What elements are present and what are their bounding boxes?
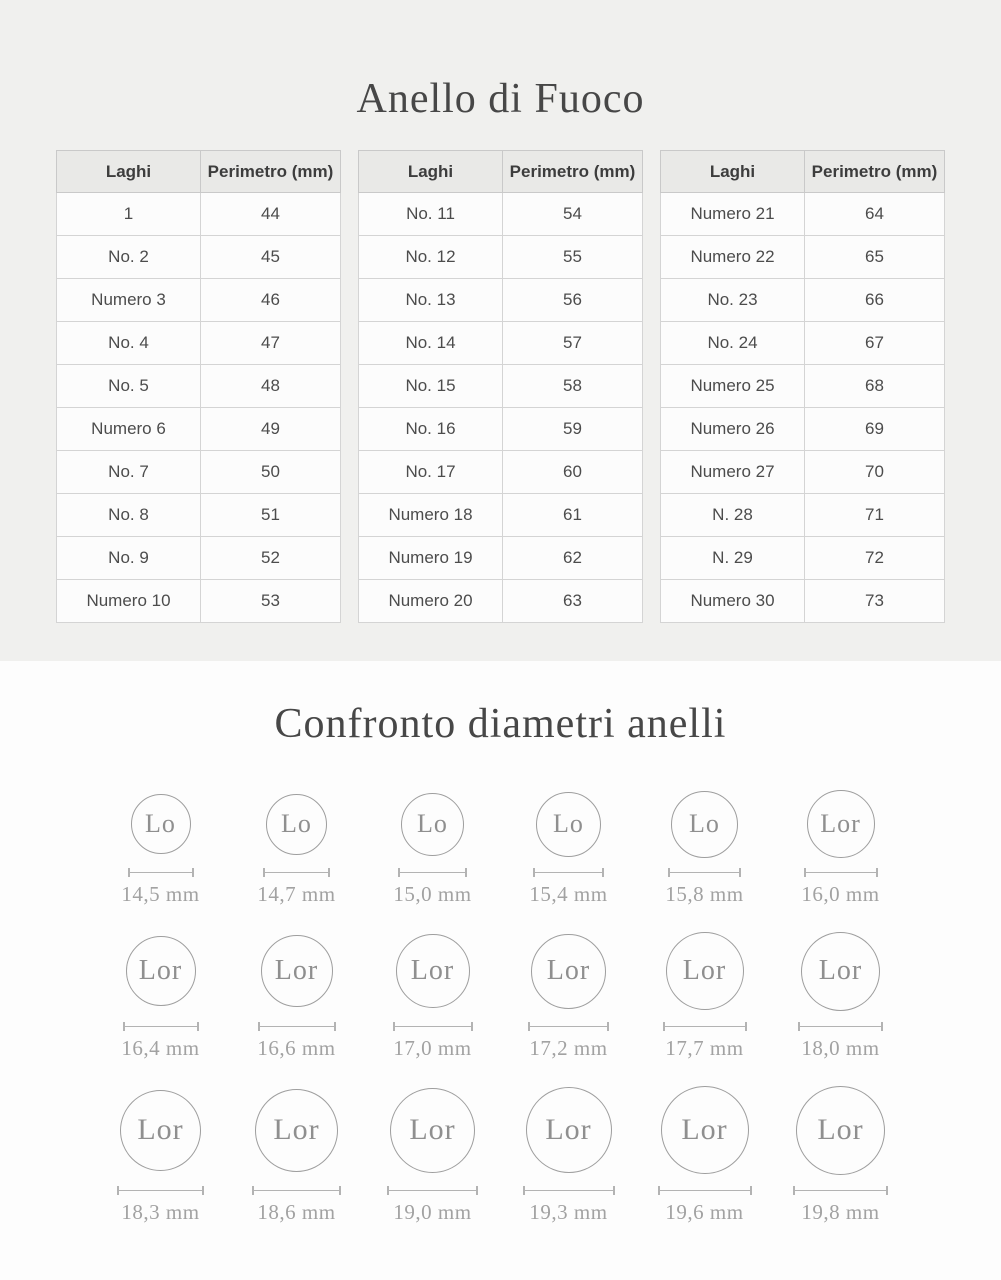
table-row [661,408,945,451]
size-cell: N. 29 [661,537,805,580]
ring-circle-box [131,789,191,859]
diameter-dimension-line [393,1022,473,1031]
size-cell: No. 15 [359,365,503,408]
ring-circle-box [531,929,606,1013]
size-cell: Numero 21 [661,193,805,236]
diameter-value-label: 19,8 mm [801,1200,880,1224]
diameter-value-label: 19,3 mm [529,1200,608,1224]
size-cell: No. 16 [359,408,503,451]
diameter-value-label: 17,7 mm [665,1036,744,1060]
ring-inner-label: Lo [417,809,448,838]
table-row [359,408,643,451]
ring-cell [501,929,637,1061]
perimeter-cell: 64 [805,193,945,236]
table-row [359,451,643,494]
ring-inner-label: Lor [546,955,591,986]
perimeter-cell: 58 [503,365,643,408]
perimeter-cell: 48 [201,365,341,408]
ring-cell [637,789,773,907]
ring-cell [773,1083,909,1225]
tables-container [0,150,1001,623]
perimeter-cell: 50 [201,451,341,494]
diameter-dimension-line [123,1022,199,1031]
ring-size-table [358,150,643,623]
diameter-value-label: 19,0 mm [393,1200,472,1224]
perimeter-cell: 52 [201,537,341,580]
ring-circle-box [390,1083,475,1177]
perimeter-cell: 65 [805,236,945,279]
size-cell: No. 23 [661,279,805,322]
diameter-dimension-line [258,1022,336,1031]
ring-size-table [56,150,341,623]
size-cell: Numero 25 [661,365,805,408]
col-header-perimeter: Perimetro (mm) [201,151,341,193]
perimeter-cell: 51 [201,494,341,537]
ring-inner-label: Lo [281,809,312,838]
size-cell: No. 8 [57,494,201,537]
table-row [359,365,643,408]
table-row [359,494,643,537]
ring-inner-label: Lor [545,1113,592,1146]
ring-circle-box [666,929,744,1013]
ring-circle [807,790,875,858]
diameter-value-label: 15,4 mm [529,882,608,906]
table-header-row [359,151,643,193]
ring-inner-label: Lor [681,1113,728,1146]
table-row [57,322,341,365]
diameter-dimension-line [398,868,467,877]
size-cell: No. 11 [359,193,503,236]
diameter-value-label: 17,0 mm [393,1036,472,1060]
ring-circle [801,932,880,1011]
ring-cell [773,929,909,1061]
size-cell: No. 7 [57,451,201,494]
ring-cell [93,789,229,907]
ring-circle-box [396,929,470,1013]
size-cell: Numero 10 [57,580,201,623]
col-header-size: Laghi [57,151,201,193]
ring-circle-box [661,1083,749,1177]
size-cell: No. 5 [57,365,201,408]
ring-inner-label: Lor [138,955,183,986]
table-row [57,580,341,623]
ring-circle [126,936,196,1006]
perimeter-cell: 44 [201,193,341,236]
diameter-value-label: 16,6 mm [257,1036,336,1060]
ring-inner-label: Lor [274,955,319,986]
table-header-row [57,151,341,193]
ring-inner-label: Lor [682,955,727,986]
table-row [359,193,643,236]
ring-row [93,1083,909,1225]
ring-circle-box [526,1083,612,1177]
table-row [57,193,341,236]
ring-circle [666,932,744,1010]
ring-row [93,929,909,1061]
ring-circle-box [266,789,327,859]
ring-inner-label: Lor [409,1113,456,1146]
size-cell: N. 28 [661,494,805,537]
size-cell: Numero 20 [359,580,503,623]
comparison-title: Confronto diametri anelli [274,701,727,747]
ring-circle-box [807,789,875,859]
table-row [661,451,945,494]
perimeter-cell: 53 [201,580,341,623]
size-cell: No. 13 [359,279,503,322]
col-header-size: Laghi [661,151,805,193]
perimeter-cell: 71 [805,494,945,537]
ring-cell [365,789,501,907]
col-header-size: Laghi [359,151,503,193]
perimeter-cell: 62 [503,537,643,580]
ring-inner-label: Lo [553,809,584,838]
size-cell: Numero 3 [57,279,201,322]
table-row [57,365,341,408]
table-header-row [661,151,945,193]
ring-inner-label: Lor [273,1113,320,1146]
size-cell: Numero 19 [359,537,503,580]
table-row [359,322,643,365]
ring-circle-box [120,1083,201,1177]
perimeter-cell: 70 [805,451,945,494]
ring-cell [637,929,773,1061]
ring-circle [261,935,333,1007]
size-cell: Numero 26 [661,408,805,451]
ring-circle [536,792,601,857]
perimeter-cell: 63 [503,580,643,623]
ring-cell [229,929,365,1061]
table-row [661,537,945,580]
table-row [57,236,341,279]
ring-circle [120,1090,201,1171]
perimeter-cell: 69 [805,408,945,451]
perimeter-cell: 47 [201,322,341,365]
diameter-value-label: 16,0 mm [801,882,880,906]
diameter-value-label: 18,3 mm [121,1200,200,1224]
ring-cell [501,1083,637,1225]
ring-inner-label: Lor [410,955,455,986]
ring-inner-label: Lor [137,1113,184,1146]
diameter-dimension-line [804,868,878,877]
perimeter-cell: 49 [201,408,341,451]
ring-cell [229,789,365,907]
perimeter-cell: 61 [503,494,643,537]
diameter-value-label: 14,5 mm [121,882,200,906]
diameter-value-label: 19,6 mm [665,1200,744,1224]
ring-cell [773,789,909,907]
diameter-dimension-line [798,1022,883,1031]
size-cell: No. 9 [57,537,201,580]
diameter-dimension-line [793,1186,888,1195]
ring-circle-box [796,1083,885,1177]
ring-inner-label: Lo [689,809,720,838]
size-cell: Numero 22 [661,236,805,279]
size-cell: No. 24 [661,322,805,365]
ring-inner-label: Lor [817,1113,864,1146]
size-cell: Numero 27 [661,451,805,494]
ring-circle [390,1088,475,1173]
diameter-value-label: 16,4 mm [121,1036,200,1060]
table-row [661,580,945,623]
table-row [661,494,945,537]
ring-circle-box [401,789,464,859]
table-row [57,408,341,451]
perimeter-cell: 72 [805,537,945,580]
ring-cell [365,1083,501,1225]
ring-circle-box [261,929,333,1013]
diameter-dimension-line [263,868,330,877]
perimeter-cell: 59 [503,408,643,451]
size-cell: No. 12 [359,236,503,279]
size-cell: No. 2 [57,236,201,279]
perimeter-cell: 56 [503,279,643,322]
ring-cell [365,929,501,1061]
diameter-dimension-line [117,1186,204,1195]
size-cell: No. 17 [359,451,503,494]
ring-inner-label: Lo [145,809,176,838]
table-row [661,365,945,408]
table-row [57,537,341,580]
size-cell: Numero 6 [57,408,201,451]
diameter-dimension-line [668,868,741,877]
ring-cell [229,1083,365,1225]
perimeter-cell: 55 [503,236,643,279]
diameter-dimension-line [533,868,604,877]
table-row [57,494,341,537]
size-cell: No. 4 [57,322,201,365]
perimeter-cell: 68 [805,365,945,408]
diameter-dimension-line [128,868,194,877]
size-cell: Numero 30 [661,580,805,623]
diameter-value-label: 14,7 mm [257,882,336,906]
size-cell: Numero 18 [359,494,503,537]
table-row [359,236,643,279]
ring-inner-label: Lor [820,809,861,838]
ring-row [93,789,909,907]
table-row [57,279,341,322]
table-row [661,279,945,322]
ring-circle [661,1086,749,1174]
ring-size-table [660,150,945,623]
perimeter-cell: 60 [503,451,643,494]
diameter-value-label: 17,2 mm [529,1036,608,1060]
perimeter-cell: 45 [201,236,341,279]
ring-circle-box [126,929,196,1013]
diameter-dimension-line [528,1022,609,1031]
ring-circle [401,793,464,856]
diameter-value-label: 15,0 mm [393,882,472,906]
table-row [359,279,643,322]
ring-circle [255,1089,338,1172]
table-row [359,537,643,580]
diameter-comparison-section [0,661,1001,1225]
size-cell: 1 [57,193,201,236]
table-row [359,580,643,623]
perimeter-cell: 67 [805,322,945,365]
diameter-value-label: 18,0 mm [801,1036,880,1060]
ring-cell [501,789,637,907]
table-row [661,193,945,236]
diameter-dimension-line [523,1186,615,1195]
perimeter-cell: 46 [201,279,341,322]
table-row [661,322,945,365]
diameter-dimension-line [387,1186,478,1195]
diameter-value-label: 15,8 mm [665,882,744,906]
ring-circle-box [801,929,880,1013]
col-header-perimeter: Perimetro (mm) [503,151,643,193]
ring-circle-box [536,789,601,859]
ring-circle [131,794,191,854]
ring-circle-box [671,789,738,859]
ring-circle-box [255,1083,338,1177]
page-title: Anello di Fuoco [356,76,645,122]
ring-circle [531,934,606,1009]
table-row [57,451,341,494]
ring-circle [796,1086,885,1175]
diameter-dimension-line [252,1186,341,1195]
size-cell: No. 14 [359,322,503,365]
ring-circle [526,1087,612,1173]
ring-inner-label: Lor [818,955,863,986]
diameter-dimension-line [658,1186,752,1195]
diameter-value-label: 18,6 mm [257,1200,336,1224]
ring-circle [396,934,470,1008]
ring-cell [93,929,229,1061]
ring-cell [637,1083,773,1225]
ring-circle [266,794,327,855]
perimeter-cell: 54 [503,193,643,236]
diameter-dimension-line [663,1022,747,1031]
perimeter-cell: 66 [805,279,945,322]
ring-diameter-diagram [93,789,909,1225]
ring-circle [671,791,738,858]
perimeter-cell: 57 [503,322,643,365]
ring-cell [93,1083,229,1225]
perimeter-cell: 73 [805,580,945,623]
col-header-perimeter: Perimetro (mm) [805,151,945,193]
table-row [661,236,945,279]
